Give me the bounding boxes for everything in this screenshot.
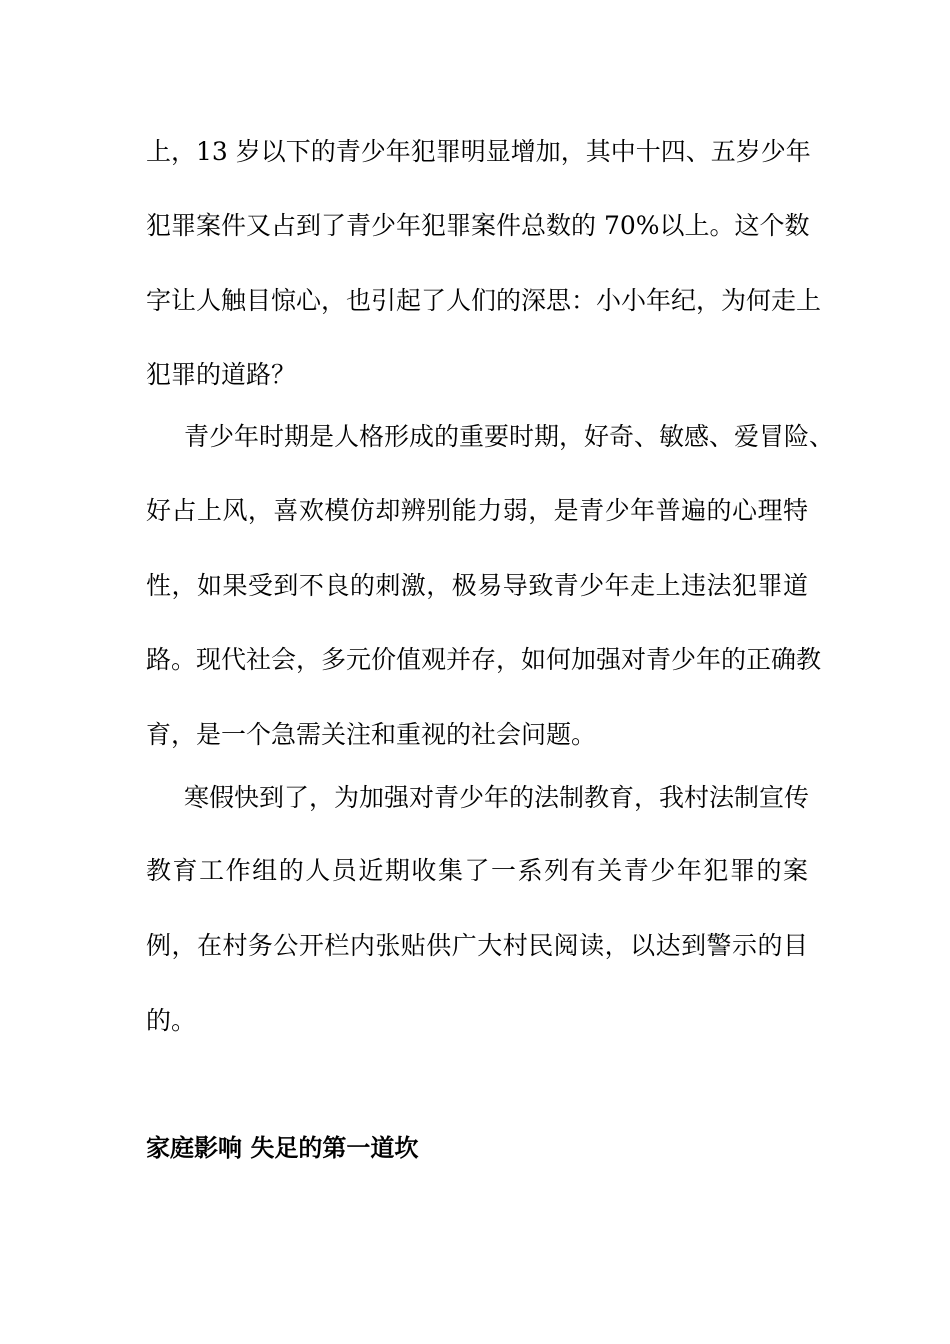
paragraph-3-line-2: 教育工作组的人员近期收集了一系列有关青少年犯罪的案 bbox=[146, 856, 808, 885]
paragraph-1-line-4: 犯罪的道路？ bbox=[146, 360, 297, 389]
paragraph-2-line-2: 好占上风，喜欢模仿却辨别能力弱，是青少年普遍的心理特 bbox=[146, 496, 808, 525]
paragraph-1-line-3: 字让人触目惊心，也引起了人们的深思：小小年纪，为何走上 bbox=[146, 286, 822, 315]
paragraph-2-line-4: 路。现代社会，多元价值观并存，如何加强对青少年的正确教 bbox=[146, 645, 822, 674]
paragraph-2-line-1: 青少年时期是人格形成的重要时期，好奇、敏感、爱冒险、 bbox=[184, 422, 835, 451]
paragraph-2-line-3: 性，如果受到不良的刺激，极易导致青少年走上违法犯罪道 bbox=[146, 571, 808, 600]
paragraph-3-line-3: 例，在村务公开栏内张贴供广大村民阅读，以达到警示的目 bbox=[146, 931, 808, 960]
section-heading: 家庭影响 失足的第一道坎 bbox=[146, 1134, 419, 1162]
paragraph-1-line-2: 犯罪案件又占到了青少年犯罪案件总数的 70%以上。这个数 bbox=[146, 211, 810, 240]
paragraph-3-line-1: 寒假快到了，为加强对青少年的法制教育，我村法制宣传 bbox=[184, 783, 810, 812]
paragraph-3-line-4: 的。 bbox=[146, 1006, 197, 1035]
paragraph-1-line-1: 上，13 岁以下的青少年犯罪明显增加，其中十四、五岁少年 bbox=[146, 137, 811, 166]
paragraph-2-line-5: 育，是一个急需关注和重视的社会问题。 bbox=[146, 720, 597, 749]
